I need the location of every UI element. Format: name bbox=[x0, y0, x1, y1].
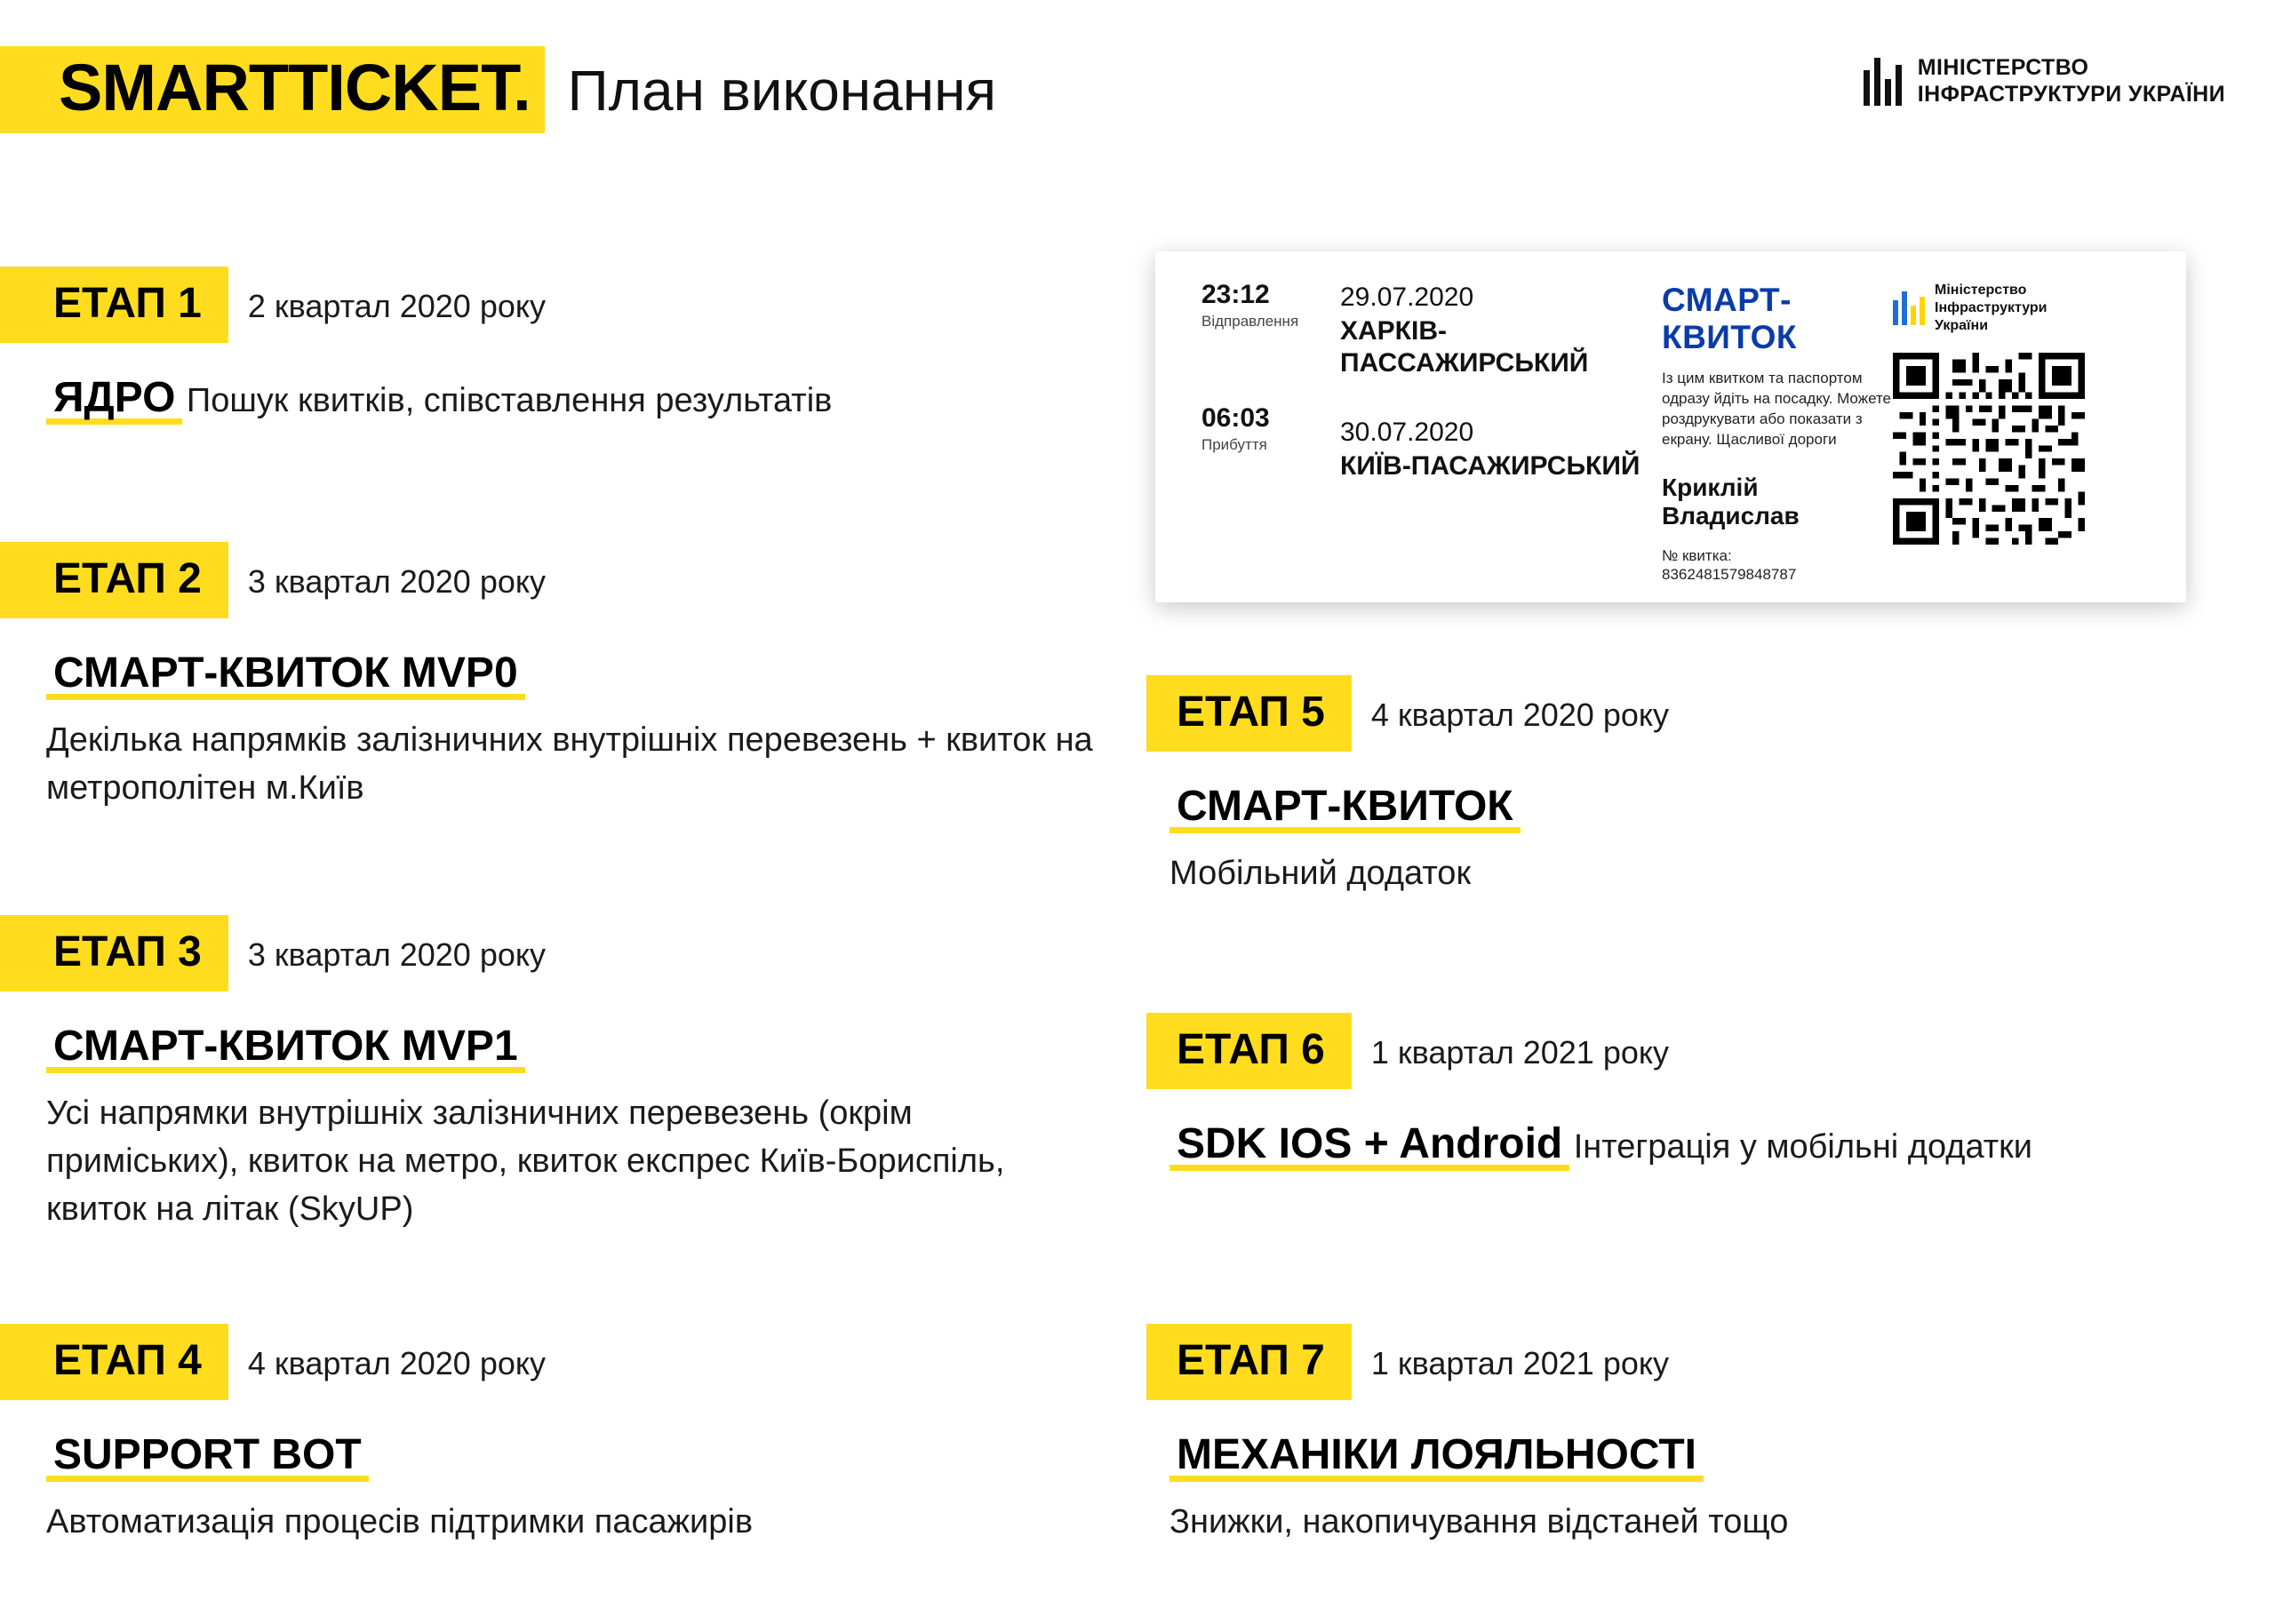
ticket-departure-label: Відправлення bbox=[1201, 313, 1299, 330]
stage-3-desc: Усі напрямки внутрішніх залізничних перевезень (окрім приміських), квиток на метро, квиток експрес Київ-Бориспіль, квиток на літак (SkyUP) bbox=[46, 1094, 1005, 1228]
qr-code-icon bbox=[1893, 353, 2085, 545]
ticket-logo-line3: України bbox=[1935, 318, 1989, 333]
ticket-arrival-station: КИЇВ-ПАСАЖИРСЬКИЙ bbox=[1340, 451, 1640, 481]
stage-3-body bbox=[0, 1018, 1113, 1234]
stage-2-desc: Декілька напрямків залізничних внутрішніх перевезень + квиток на метрополітен м.Київ bbox=[46, 720, 1093, 807]
stage-5 bbox=[1146, 675, 1669, 898]
page-header bbox=[0, 46, 2275, 153]
page-title bbox=[0, 46, 996, 133]
ministry-bars-icon bbox=[1864, 58, 1902, 106]
ticket-ministry-logo bbox=[1893, 282, 2048, 335]
stage-3-badge: ЕТАП 3 bbox=[0, 915, 228, 991]
stage-4-header bbox=[0, 1324, 753, 1400]
stage-6-title: SDK IOS + Android bbox=[1169, 1120, 1569, 1171]
ticket-number-label: № квитка: bbox=[1662, 546, 1732, 564]
stage-5-header bbox=[1146, 675, 1669, 752]
stage-6-desc: Інтеграція у мобільні додатки bbox=[1573, 1128, 2033, 1166]
ministry-logo bbox=[1864, 55, 2225, 107]
page-subtitle: План виконання bbox=[567, 59, 997, 123]
ticket-times bbox=[1201, 282, 1335, 576]
stage-6 bbox=[1146, 1013, 2032, 1174]
ticket-card bbox=[1155, 251, 2186, 602]
ticket-departure-time: 23:12 bbox=[1201, 280, 1270, 309]
ticket-departure-date: 29.07.2020 bbox=[1340, 283, 1474, 312]
ticket-brand: СМАРТ-КВИТОК bbox=[1662, 282, 1797, 355]
stage-2-body bbox=[0, 645, 1113, 813]
stage-7-header bbox=[1146, 1324, 1788, 1400]
ticket-route bbox=[1335, 282, 1642, 576]
stage-7-desc: Знижки, накопичування відстаней тощо bbox=[1169, 1502, 1789, 1540]
stage-6-date: 1 квартал 2021 року bbox=[1370, 1034, 1670, 1071]
ticket-arrival-label: Прибуття bbox=[1201, 436, 1267, 453]
stage-1-desc: Пошук квитків, співставлення результатів bbox=[186, 382, 833, 419]
ministry-logo-line2: ІНФРАСТРУКТУРИ УКРАЇНИ bbox=[1917, 81, 2225, 107]
stage-6-badge: ЕТАП 6 bbox=[1146, 1013, 1352, 1089]
stage-5-date: 4 квартал 2020 року bbox=[1370, 697, 1670, 733]
stage-5-badge: ЕТАП 5 bbox=[1146, 675, 1352, 752]
stage-5-desc: Мобільний додаток bbox=[1169, 854, 1472, 892]
stage-2 bbox=[0, 542, 1113, 813]
stage-2-date: 3 квартал 2020 року bbox=[247, 563, 547, 600]
stage-5-title: СМАРТ-КВИТОК bbox=[1169, 783, 1521, 833]
stage-7 bbox=[1146, 1324, 1788, 1547]
stage-1-badge: ЕТАП 1 bbox=[0, 267, 228, 343]
stage-4-body bbox=[0, 1427, 753, 1547]
ticket-departure-station: ХАРКІВ-ПАССАЖИРСЬКИЙ bbox=[1340, 316, 1589, 378]
stage-3-date: 3 квартал 2020 року bbox=[247, 936, 547, 973]
stage-3-title: СМАРТ-КВИТОК MVP1 bbox=[46, 1023, 525, 1073]
stage-1-header bbox=[0, 267, 832, 343]
ticket-arrival-date: 30.07.2020 bbox=[1340, 418, 1474, 447]
stage-1-body bbox=[0, 370, 832, 427]
ministry-logo-line1: МІНІСТЕРСТВО bbox=[1917, 55, 2089, 80]
stage-7-badge: ЕТАП 7 bbox=[1146, 1324, 1352, 1400]
ticket-logo-line2: Інфраструктури bbox=[1935, 300, 2048, 315]
stage-2-badge: ЕТАП 2 bbox=[0, 542, 228, 618]
ministry-bars-icon bbox=[1893, 291, 1925, 325]
stage-7-body bbox=[1146, 1427, 1788, 1547]
brand-name: SMARTTICKET. bbox=[0, 46, 545, 133]
stage-4-desc: Автоматизація процесів підтримки пасажирів bbox=[46, 1502, 754, 1540]
ticket-passenger: Криклій Владислав bbox=[1662, 473, 1800, 529]
stage-2-title: СМАРТ-КВИТОК MVP0 bbox=[46, 649, 525, 700]
stage-1 bbox=[0, 267, 832, 427]
ticket-note: Із цим квитком та паспортом одразу йдіть на посадку. Можете роздрукувати або показати з екрану. Щасливої дороги bbox=[1662, 370, 1892, 448]
stage-5-body bbox=[1146, 778, 1669, 898]
ticket-right-column bbox=[1893, 282, 2159, 576]
stage-4 bbox=[0, 1324, 753, 1547]
ticket-info bbox=[1642, 282, 1893, 583]
stage-1-title: ЯДРО bbox=[46, 374, 182, 425]
stage-2-header bbox=[0, 542, 1113, 618]
stage-7-title: МЕХАНІКИ ЛОЯЛЬНОСТІ bbox=[1169, 1431, 1704, 1482]
stage-6-header bbox=[1146, 1013, 2032, 1089]
ministry-logo-text bbox=[1918, 55, 2225, 107]
stage-6-body bbox=[1146, 1116, 2032, 1174]
ticket-ministry-logo-text bbox=[1935, 282, 2048, 335]
stage-3-header bbox=[0, 915, 1113, 991]
ticket-number-value: 8362481579848787 bbox=[1662, 565, 1797, 583]
stage-1-date: 2 квартал 2020 року bbox=[247, 288, 547, 324]
stage-4-title: SUPPORT BOT bbox=[46, 1431, 369, 1482]
stage-3 bbox=[0, 915, 1113, 1234]
stage-4-date: 4 квартал 2020 року bbox=[247, 1345, 547, 1381]
stage-7-date: 1 квартал 2021 року bbox=[1370, 1345, 1670, 1381]
ticket-arrival-time: 06:03 bbox=[1201, 403, 1270, 433]
stage-4-badge: ЕТАП 4 bbox=[0, 1324, 228, 1400]
ticket-logo-line1: Міністерство bbox=[1935, 283, 2027, 298]
